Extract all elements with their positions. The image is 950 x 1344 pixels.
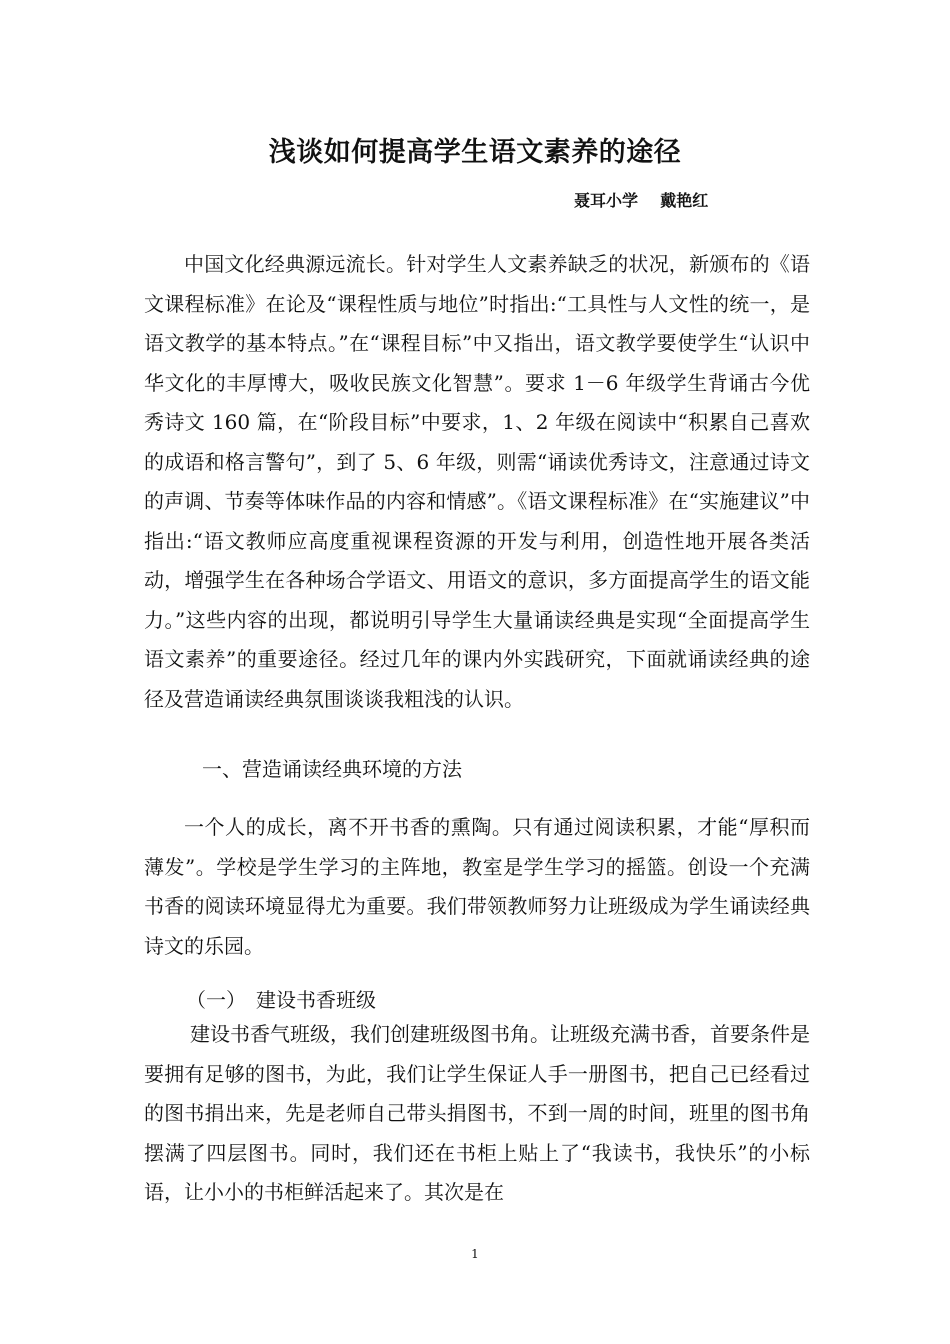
subsection-title: 建设书香班级 (256, 988, 376, 1012)
document-title: 浅谈如何提高学生语文素养的途径 (268, 137, 682, 168)
subsection-number: （一） (186, 988, 246, 1012)
paragraph-environment: 一个人的成长，离不开书香的熏陶。只有通过阅读积累，才能“厚积而薄发”。学校是学生学习的主阵地，教室是学生学习的摇篮。创设一个充满书香的阅读环境显得尤为重要。我们带领教师努力让班级成为学生诵读经典诗文的乐园。 (144, 815, 810, 958)
paragraph-intro: 中国文化经典源远流长。针对学生人文素养缺乏的状况，新颁布的《语文课程标准》在论及“课程性质与地位”时指出:“工具性与人文性的统一，是语文教学的基本特点。”在“课程目标”中又指出，语文教学要使学生“认识中华文化的丰厚博大，吸收民族文化智慧”。要求 1－6 年级学生背诵古今优秀诗文 160 篇，在“阶段目标”中要求，1、2 年级在阅读中“积累自己喜欢的成语和格言警句”，到了 5、6 年级，则需“诵读优秀诗文，注意通过诗文的声调、节奏等体味作品的内容和情感”。《语文课程标准》在“实施建议”中指出:“语文教师应高度重视课程资源的开发与利用，创造性地开展各类活动，增强学生在各种场合学语文、用语文的意识，多方面提高学生的语文能力。”这些内容的出现，都说明引导学生大量诵读经典是实现“全面提高学生语文素养”的重要途径。经过几年的课内外实践研究，下面就诵读经典的途径及营造诵读经典氛围谈谈我粗浅的认识。 (144, 252, 810, 711)
section-heading-1-text: 一、营造诵读经典环境的方法 (202, 757, 462, 781)
paragraph-bookish-class: 建设书香气班级，我们创建班级图书角。让班级充满书香，首要条件是要拥有足够的图书，为此，我们让学生保证人手一册图书，把自己已经看过的图书捐出来，先是老师自己带头捐图书，不到一周的时间，班里的图书角摆满了四层图书。同时，我们还在书柜上贴上了“我读书，我快乐”的小标语，让小小的书柜鲜活起来了。其次是在 (144, 1022, 810, 1204)
subsection-heading-1 (186, 984, 376, 1013)
page-number: 1 (471, 1247, 479, 1261)
section-heading-1 (202, 753, 462, 782)
author-line: 聂耳小学 戴艳红 (574, 191, 709, 210)
